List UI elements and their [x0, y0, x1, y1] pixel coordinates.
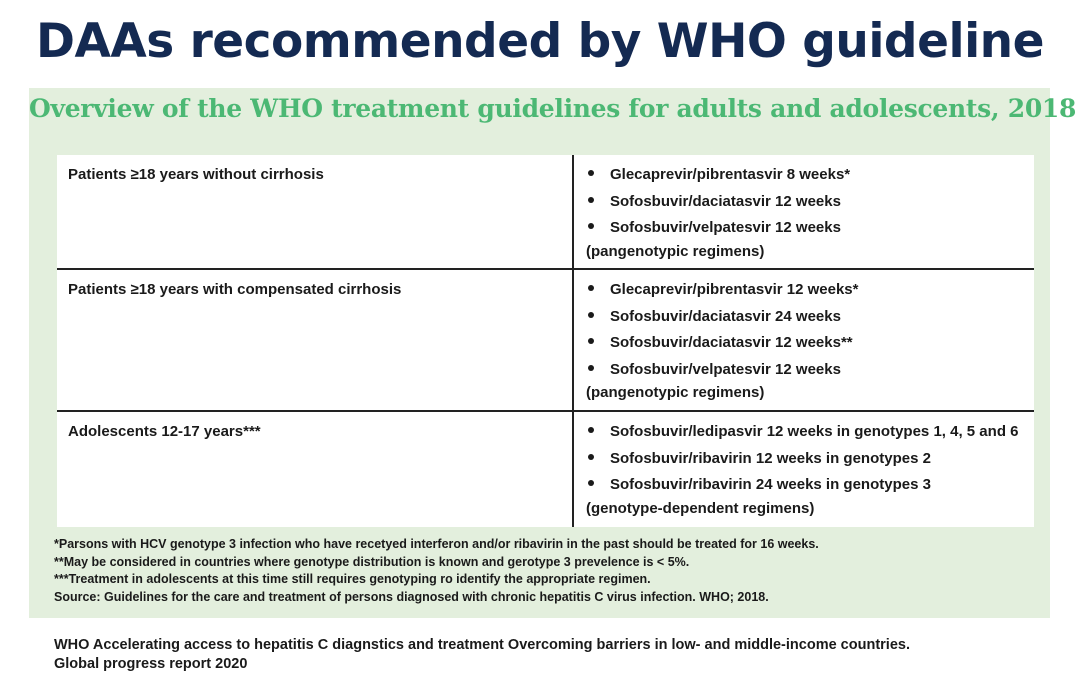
guideline-panel [29, 88, 1077, 618]
panel-title: Overview of the WHO treatment guidelines for adults and adolescents, 2018 [29, 94, 1077, 123]
bullet-icon [586, 422, 610, 441]
source-note: Source: Guidelines for the care and treatment of persons diagnosed with chronic hepatitis C virus infection. WHO; 2018. [54, 589, 769, 604]
regimen-item: Glecaprevir/pibrentasvir 12 weeks* [586, 280, 858, 307]
slide-title: DAAs recommended by WHO guideline [35, 14, 1045, 69]
patient-group: Adolescents 12-17 years*** [68, 423, 261, 440]
regimen-type-note: (pangenotypic regimens) [586, 384, 765, 401]
guideline-table [57, 155, 1034, 527]
bullet-icon [586, 475, 610, 494]
regimen-list [586, 422, 1019, 502]
bullet-icon [586, 218, 610, 237]
regimen-item: Sofosbuvir/daciatasvir 24 weeks [586, 307, 858, 334]
regimen-item: Sofosbuvir/ribavirin 24 weeks in genotypes 3 [586, 475, 1019, 502]
footnote: ***Treatment in adolescents at this time still requires genotyping ro identify the appropriate regimen. [54, 572, 651, 586]
patient-group: Patients ≥18 years with compensated cirrhosis [68, 281, 402, 298]
reference-line: WHO Accelerating access to hepatitis C diagnstics and treatment Overcoming barriers in low- and middle-income countries. [54, 637, 910, 653]
patient-group: Patients ≥18 years without cirrhosis [68, 166, 324, 183]
bullet-icon [586, 307, 610, 326]
reference-line: Global progress report 2020 [54, 656, 248, 672]
bullet-icon [586, 192, 610, 211]
regimen-item: Sofosbuvir/daciatasvir 12 weeks [586, 192, 850, 219]
bullet-icon [586, 280, 610, 299]
footnote: **May be considered in countries where genotype distribution is known and gerotype 3 prevelence is < 5%. [54, 554, 690, 569]
regimen-item: Sofosbuvir/velpatesvir 12 weeks [586, 218, 850, 245]
table-row [57, 412, 1034, 527]
bullet-icon [586, 165, 610, 184]
bullet-icon [586, 449, 610, 468]
regimen-list [586, 280, 858, 386]
bullet-icon [586, 360, 610, 379]
regimen-type-note: (pangenotypic regimens) [586, 243, 765, 260]
regimen-item: Sofosbuvir/daciatasvir 12 weeks** [586, 333, 858, 360]
table-row [57, 155, 1034, 270]
regimen-item: Sofosbuvir/ledipasvir 12 weeks in genotypes 1, 4, 5 and 6 [586, 422, 1019, 449]
table-row [57, 270, 1034, 412]
regimen-item: Sofosbuvir/ribavirin 12 weeks in genotypes 2 [586, 449, 1019, 476]
bullet-icon [586, 333, 610, 352]
footnote: *Parsons with HCV genotype 3 infection who have recetyed interferon and/or ribavirin in the past should be treated for 16 weeks. [54, 537, 819, 551]
regimen-list [586, 165, 850, 245]
regimen-type-note: (genotype-dependent regimens) [586, 500, 815, 517]
regimen-item: Glecaprevir/pibrentasvir 8 weeks* [586, 165, 850, 192]
regimen-item: Sofosbuvir/velpatesvir 12 weeks [586, 360, 858, 387]
reference [54, 636, 910, 674]
footnotes [54, 536, 819, 606]
